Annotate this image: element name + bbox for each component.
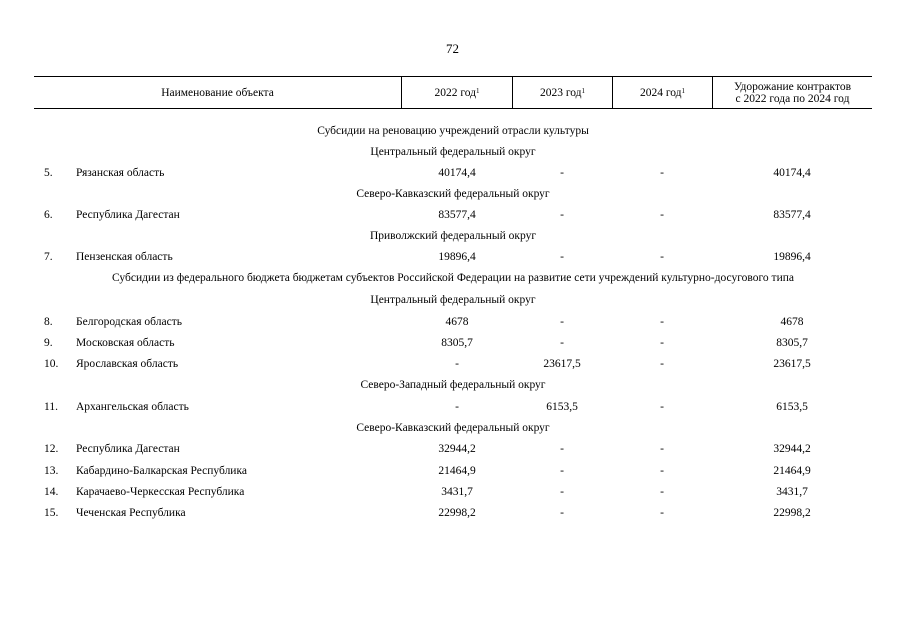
table-row [0,315,905,329]
row-2024: - [660,507,664,519]
row-cost: 6153,5 [776,401,808,413]
row-cost: 21464,9 [773,465,811,477]
row-cost: 83577,4 [773,209,811,221]
footnote-marker: 1 [476,86,480,95]
district-title: Приволжский федеральный округ [369,230,537,242]
row-name: Республика Дагестан [76,443,180,455]
row-2023: 6153,5 [546,401,578,413]
row-number: 7. [44,251,53,263]
district-title: Северо-Западный федеральный округ [360,379,546,391]
header-cost [712,77,872,108]
table-row [0,442,905,456]
header-2024-label: 2024 год [639,86,682,99]
row-2022: - [455,401,459,413]
row-2023: - [560,443,564,455]
row-2024: - [660,337,664,349]
row-2022: - [455,358,459,370]
table-row [0,464,905,478]
table-row [0,400,905,414]
row-2023: - [560,209,564,221]
row-cost: 22998,2 [773,507,811,519]
row-2024: - [660,316,664,328]
footnote-marker: 1 [581,86,586,95]
row-number: 15. [44,507,59,519]
table-header [34,76,872,109]
row-cost: 3431,7 [776,486,808,498]
row-2022: 21464,9 [438,465,476,477]
page-number: 72 [446,41,459,56]
row-2024: - [660,209,664,221]
row-2023: 23617,5 [543,358,581,370]
row-cost: 4678 [780,316,804,328]
row-name: Республика Дагестан [76,209,180,221]
section-title: Субсидии из федерального бюджета бюджетам субъектов Российской Федерации на развитие сети учреждений культурно-досугового типа [112,272,794,284]
row-2022: 83577,4 [438,209,476,221]
row-2023: - [560,316,564,328]
row-2022: 4678 [445,316,469,328]
row-2022: 40174,4 [438,167,476,179]
row-name: Ярославская область [76,358,179,370]
row-cost: 40174,4 [773,167,811,179]
row-number: 6. [44,209,53,221]
row-2023: - [560,507,564,519]
table-row [0,506,905,520]
row-name: Рязанская область [76,167,165,179]
header-cost-line1: Удорожание контрактов [733,80,852,93]
row-2024: - [660,465,664,477]
row-2023: - [560,251,564,263]
row-cost: 19896,4 [773,251,811,263]
row-number: 14. [44,486,59,498]
row-2022: 22998,2 [438,507,476,519]
header-name [34,77,401,108]
header-2022 [401,77,512,108]
table-row [0,336,905,350]
row-cost: 23617,5 [773,358,811,370]
table-row [0,208,905,222]
row-number: 10. [44,358,59,370]
row-name: Пензенская область [76,251,173,263]
row-2023: - [560,167,564,179]
row-number: 11. [44,401,58,413]
row-name: Чеченская Республика [76,507,186,519]
header-name-label: Наименование объекта [161,86,274,99]
row-number: 13. [44,465,59,477]
header-2023-label: 2023 год [539,86,582,99]
row-name: Белгородская область [76,316,182,328]
row-2024: - [660,443,664,455]
row-number: 5. [44,167,53,179]
row-cost: 8305,7 [776,337,808,349]
row-cost: 32944,2 [773,443,811,455]
district-title: Северо-Кавказский федеральный округ [356,188,550,200]
table-row [0,250,905,264]
row-name: Карачаево-Черкесская Республика [76,486,245,498]
row-2024: - [660,486,664,498]
row-2023: - [560,486,564,498]
row-2024: - [660,251,664,263]
row-name: Московская область [76,337,175,349]
table-row [0,357,905,371]
row-2023: - [560,465,564,477]
row-2022: 3431,7 [441,486,473,498]
table-row [0,166,905,180]
row-2023: - [560,337,564,349]
row-2024: - [660,358,664,370]
district-title: Центральный федеральный округ [370,146,536,158]
header-2023 [512,77,612,108]
table-row [0,485,905,499]
footnote-marker: 1 [681,86,686,95]
row-number: 12. [44,443,59,455]
section-title: Субсидии на реновацию учреждений отрасли культуры [317,125,589,137]
row-name: Архангельская область [76,401,189,413]
row-name: Кабардино-Балкарская Республика [76,465,247,477]
row-2024: - [660,401,664,413]
row-2022: 8305,7 [441,337,473,349]
header-2022-label: 2022 год [434,86,477,99]
row-number: 8. [44,316,53,328]
row-2024: - [660,167,664,179]
header-cost-line2: с 2022 года по 2024 год [735,92,850,105]
header-2024 [612,77,712,108]
row-2022: 32944,2 [438,443,476,455]
district-title: Северо-Кавказский федеральный округ [356,422,550,434]
district-title: Центральный федеральный округ [370,294,536,306]
row-number: 9. [44,337,53,349]
row-2022: 19896,4 [438,251,476,263]
